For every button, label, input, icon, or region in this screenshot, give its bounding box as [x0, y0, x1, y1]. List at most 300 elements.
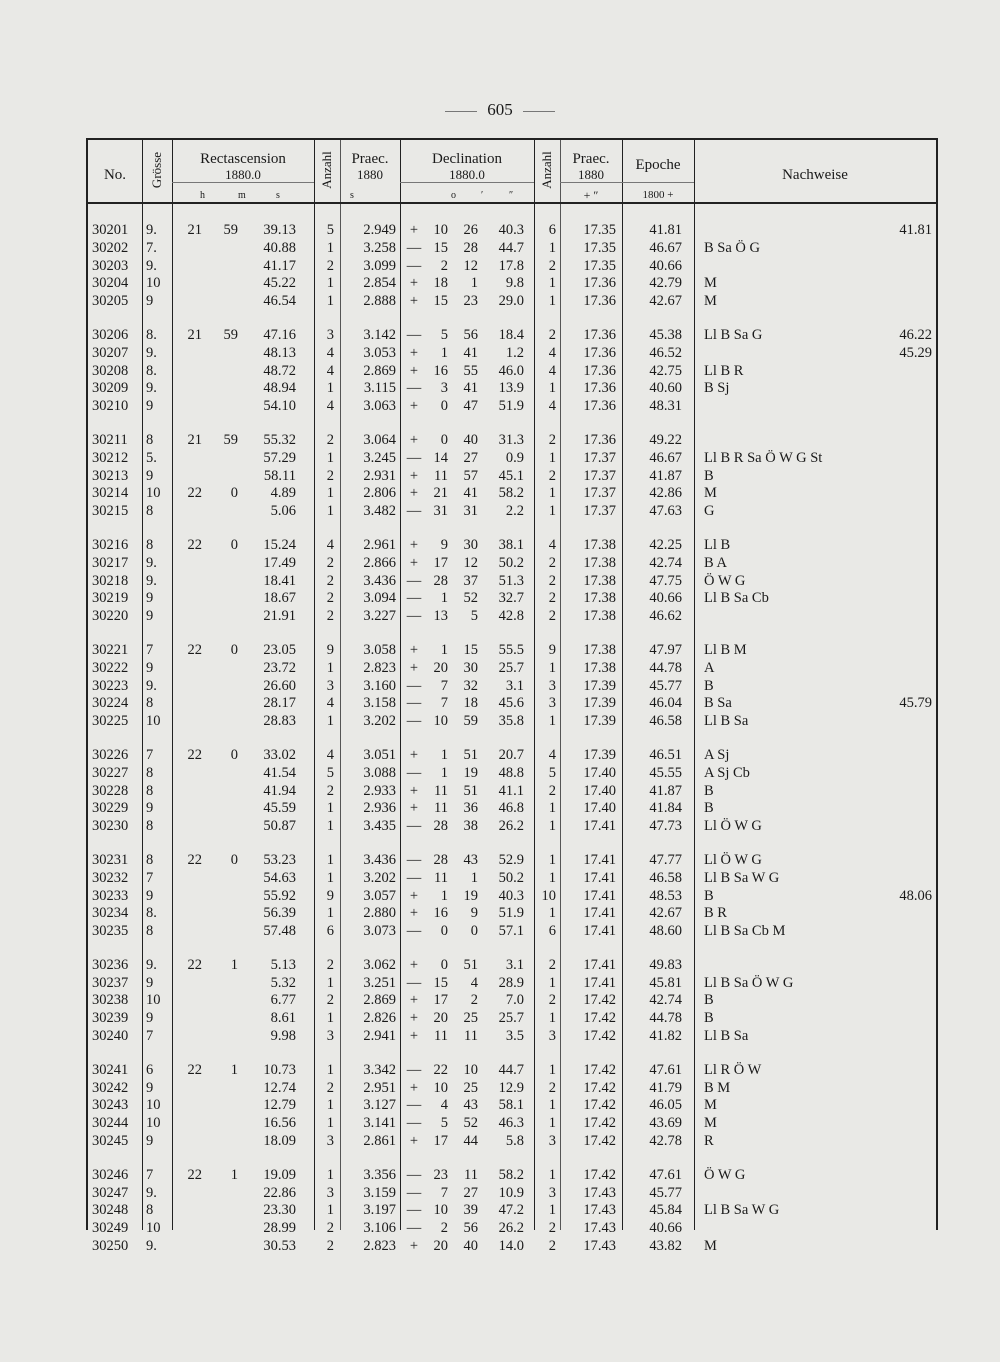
cell-count-2: 2: [548, 992, 556, 1009]
cell-ra-hours: 22: [187, 485, 202, 502]
cell-decl-sign: —: [406, 1220, 422, 1237]
cell-praec-ra: 3.197: [363, 1202, 396, 1219]
cell-praec-ra: 2.941: [363, 1028, 396, 1045]
table-row: [88, 1167, 936, 1185]
cell-ra-seconds: 48.13: [263, 344, 296, 361]
cell-decl-degrees: 22: [433, 1061, 448, 1078]
cell-decl-sign: —: [406, 1166, 422, 1183]
cell-decl-arcmin: 32: [463, 677, 478, 694]
cell-count-1: 1: [326, 293, 334, 310]
cell-epoch: 47.61: [649, 1166, 682, 1183]
cell-number: 30237: [92, 974, 129, 991]
cell-decl-arcmin: 0: [470, 923, 478, 940]
cell-references: M: [704, 1238, 717, 1255]
cell-count-2: 4: [548, 362, 556, 379]
cell-praec-ra: 3.141: [363, 1115, 396, 1132]
cell-praec-ra: 3.064: [363, 431, 396, 448]
cell-ra-seconds: 18.67: [263, 590, 296, 607]
cell-magnitude: 8: [146, 851, 154, 868]
group-gap: [88, 521, 936, 537]
cell-references: Ö W G: [704, 572, 746, 589]
cell-ra-seconds: 15.24: [263, 536, 296, 553]
cell-count-1: 9: [326, 641, 334, 658]
cell-magnitude: 5.: [146, 449, 157, 466]
table-row: [88, 240, 936, 258]
cell-ra-seconds: 41.94: [263, 782, 296, 799]
table-row: [88, 608, 936, 626]
cell-praec-ra: 3.482: [363, 503, 396, 520]
cell-decl-arcsec: 41.1: [498, 782, 524, 799]
cell-decl-degrees: 16: [433, 362, 448, 379]
cell-decl-arcmin: 37: [463, 572, 478, 589]
cell-decl-degrees: 10: [433, 1079, 448, 1096]
cell-ra-seconds: 28.83: [263, 713, 296, 730]
cell-decl-degrees: 17: [433, 1133, 448, 1150]
cell-count-1: 1: [326, 1202, 334, 1219]
cell-magnitude: 9.: [146, 344, 157, 361]
cell-count-2: 1: [548, 1202, 556, 1219]
cell-number: 30206: [92, 326, 129, 343]
cell-ra-seconds: 45.22: [263, 275, 296, 292]
cell-decl-arcmin: 19: [463, 887, 478, 904]
cell-references: Ll Ö W G: [704, 818, 762, 835]
cell-decl-arcsec: 44.7: [498, 239, 524, 256]
cell-number: 30211: [92, 431, 128, 448]
cell-references: M: [704, 293, 717, 310]
cell-decl-arcsec: 40.3: [498, 887, 524, 904]
cell-ra-seconds: 57.29: [263, 449, 296, 466]
cell-epoch: 41.84: [649, 800, 682, 817]
cell-decl-arcmin: 43: [463, 1097, 478, 1114]
cell-decl-sign: +: [409, 746, 419, 763]
cell-ra-seconds: 18.09: [263, 1133, 296, 1150]
cell-number: 30201: [92, 222, 129, 238]
cell-praec-ra: 3.051: [363, 746, 396, 763]
cell-ra-seconds: 8.61: [270, 1010, 296, 1027]
group-gap: [88, 416, 936, 432]
cell-ra-seconds: 23.30: [263, 1202, 296, 1219]
cell-decl-arcsec: 50.2: [498, 869, 524, 886]
cell-praec-ra: 2.806: [363, 485, 396, 502]
cell-praec-decl: 17.42: [583, 1115, 616, 1132]
cell-magnitude: 8: [146, 923, 154, 940]
cell-decl-sign: +: [409, 431, 419, 448]
cell-epoch: 47.77: [649, 851, 682, 868]
cell-decl-degrees: 1: [440, 590, 448, 607]
cell-number: 30244: [92, 1115, 129, 1132]
cell-praec-ra: 2.933: [363, 782, 396, 799]
cell-decl-degrees: 28: [433, 851, 448, 868]
cell-magnitude: 9.: [146, 1184, 157, 1201]
cell-references: Ll B M: [704, 641, 747, 658]
cell-ra-seconds: 5.13: [270, 956, 296, 973]
cell-epoch: 41.87: [649, 782, 682, 799]
cell-references: B Sa: [704, 695, 732, 712]
cell-decl-arcmin: 15: [463, 641, 478, 658]
cell-decl-degrees: 2: [440, 257, 448, 274]
table-row: [88, 1097, 936, 1115]
table-row: [88, 818, 936, 836]
header-nachweise: Nachweise: [782, 167, 848, 183]
cell-ra-seconds: 46.54: [263, 293, 296, 310]
cell-ra-seconds: 5.32: [270, 974, 296, 991]
cell-praec-ra: 2.823: [363, 659, 396, 676]
cell-decl-degrees: 20: [433, 659, 448, 676]
cell-epoch: 46.58: [649, 869, 682, 886]
cell-count-1: 2: [326, 956, 334, 973]
cell-ra-minutes: 1: [230, 1061, 238, 1078]
cell-count-2: 1: [548, 659, 556, 676]
cell-ra-seconds: 47.16: [263, 326, 296, 343]
cell-references: B: [704, 887, 714, 904]
cell-count-1: 5: [326, 764, 334, 781]
cell-ra-minutes: 1: [230, 1166, 238, 1183]
table-row: [88, 800, 936, 818]
cell-decl-arcsec: 12.9: [498, 1079, 524, 1096]
cell-count-2: 2: [548, 1238, 556, 1255]
cell-decl-arcsec: 35.8: [498, 713, 524, 730]
cell-praec-decl: 17.41: [583, 869, 616, 886]
cell-decl-arcmin: 2: [470, 992, 478, 1009]
cell-references: Ll B R: [704, 362, 744, 379]
cell-number: 30239: [92, 1010, 129, 1027]
cell-magnitude: 9.: [146, 257, 157, 274]
cell-decl-arcsec: 26.2: [498, 818, 524, 835]
cell-praec-decl: 17.42: [583, 1079, 616, 1096]
cell-ra-seconds: 33.02: [263, 746, 296, 763]
cell-count-2: 4: [548, 344, 556, 361]
cell-ra-seconds: 5.06: [270, 503, 296, 520]
cell-magnitude: 6: [146, 1061, 154, 1078]
table-row: [88, 1133, 936, 1151]
cell-decl-arcsec: 2.2: [505, 503, 524, 520]
cell-decl-sign: +: [409, 1010, 419, 1027]
cell-count-1: 4: [326, 362, 334, 379]
cell-decl-sign: +: [409, 467, 419, 484]
cell-praec-ra: 3.159: [363, 1184, 396, 1201]
cell-decl-arcmin: 47: [463, 398, 478, 415]
cell-references: M: [704, 485, 717, 502]
cell-magnitude: 9.: [146, 956, 157, 973]
table-row: [88, 275, 936, 293]
cell-epoch: 46.52: [649, 344, 682, 361]
cell-number: 30216: [92, 536, 129, 553]
cell-decl-sign: —: [406, 695, 422, 712]
cell-epoch: 46.58: [649, 713, 682, 730]
cell-magnitude: 10: [146, 992, 161, 1009]
cell-count-2: 2: [548, 257, 556, 274]
group-gap: [88, 1151, 936, 1167]
cell-decl-arcsec: 40.3: [498, 222, 524, 238]
table-row: [88, 363, 936, 381]
cell-epoch: 45.38: [649, 326, 682, 343]
cell-decl-degrees: 2: [440, 1220, 448, 1237]
cell-count-2: 6: [548, 923, 556, 940]
cell-decl-arcsec: 3.5: [505, 1028, 524, 1045]
cell-praec-decl: 17.42: [583, 1133, 616, 1150]
table-row: [88, 293, 936, 311]
cell-count-2: 6: [548, 222, 556, 238]
cell-decl-arcmin: 51: [463, 782, 478, 799]
cell-decl-sign: —: [406, 974, 422, 991]
cell-decl-arcmin: 4: [470, 974, 478, 991]
cell-decl-arcsec: 29.0: [498, 293, 524, 310]
cell-decl-sign: —: [406, 869, 422, 886]
cell-magnitude: 9: [146, 467, 154, 484]
cell-praec-decl: 17.38: [583, 608, 616, 625]
table-row: [88, 398, 936, 416]
cell-decl-degrees: 11: [434, 800, 448, 817]
table-row: [88, 852, 936, 870]
cell-ra-hours: 22: [187, 956, 202, 973]
cell-decl-arcsec: 3.1: [505, 956, 524, 973]
table-row: [88, 1202, 936, 1220]
cell-epoch: 46.05: [649, 1097, 682, 1114]
cell-number: 30234: [92, 905, 129, 922]
cell-decl-sign: +: [409, 1133, 419, 1150]
cell-praec-ra: 2.951: [363, 1079, 396, 1096]
cell-magnitude: 8.: [146, 905, 157, 922]
table-row: [88, 345, 936, 363]
cell-number: 30249: [92, 1220, 129, 1237]
cell-number: 30240: [92, 1028, 129, 1045]
cell-decl-arcmin: 5: [470, 608, 478, 625]
cell-decl-arcsec: 5.8: [505, 1133, 524, 1150]
cell-praec-decl: 17.41: [583, 851, 616, 868]
cell-decl-arcsec: 58.1: [498, 1097, 524, 1114]
cell-decl-degrees: 21: [433, 485, 448, 502]
cell-decl-sign: +: [409, 992, 419, 1009]
cell-decl-sign: —: [406, 1097, 422, 1114]
cell-ra-minutes: 59: [223, 326, 238, 343]
cell-ra-seconds: 39.13: [263, 222, 296, 238]
cell-praec-ra: 2.936: [363, 800, 396, 817]
header-subrule: [560, 182, 694, 183]
cell-count-1: 1: [326, 485, 334, 502]
cell-praec-decl: 17.43: [583, 1238, 616, 1255]
cell-ra-minutes: 0: [230, 851, 238, 868]
cell-references: Ll B Sa Cb: [704, 590, 769, 607]
cell-praec-decl: 17.41: [583, 905, 616, 922]
cell-references: G: [704, 503, 715, 520]
cell-magnitude: 9: [146, 608, 154, 625]
cell-decl-arcmin: 44: [463, 1133, 478, 1150]
cell-decl-arcmin: 39: [463, 1202, 478, 1219]
cell-count-1: 3: [326, 1028, 334, 1045]
cell-references: B: [704, 992, 714, 1009]
cell-decl-arcmin: 18: [463, 695, 478, 712]
table-row: [88, 783, 936, 801]
table-row: [88, 503, 936, 521]
cell-decl-arcsec: 9.8: [505, 275, 524, 292]
cell-count-1: 2: [326, 590, 334, 607]
cell-count-2: 1: [548, 818, 556, 835]
cell-decl-arcmin: 31: [463, 503, 478, 520]
cell-decl-degrees: 1: [440, 641, 448, 658]
cell-count-2: 1: [548, 239, 556, 256]
header-epoche: Epoche: [635, 157, 681, 173]
cell-number: 30210: [92, 398, 129, 415]
cell-ra-minutes: 59: [223, 222, 238, 238]
cell-praec-ra: 2.961: [363, 536, 396, 553]
cell-decl-sign: —: [406, 818, 422, 835]
cell-decl-arcsec: 45.6: [498, 695, 524, 712]
cell-number: 30236: [92, 956, 129, 973]
cell-references: A Sj Cb: [704, 764, 750, 781]
cell-magnitude: 8: [146, 818, 154, 835]
cell-praec-decl: 17.38: [583, 536, 616, 553]
cell-decl-arcsec: 17.8: [498, 257, 524, 274]
cell-decl-arcsec: 25.7: [498, 1010, 524, 1027]
cell-praec-decl: 17.43: [583, 1220, 616, 1237]
cell-epoch: 46.62: [649, 608, 682, 625]
cell-magnitude: 9: [146, 1133, 154, 1150]
cell-magnitude: 9: [146, 800, 154, 817]
cell-praec-decl: 17.36: [583, 380, 616, 397]
cell-decl-degrees: 0: [440, 923, 448, 940]
cell-decl-sign: +: [409, 485, 419, 502]
cell-number: 30220: [92, 608, 129, 625]
cell-number: 30242: [92, 1079, 129, 1096]
cell-praec-decl: 17.36: [583, 326, 616, 343]
cell-decl-degrees: 17: [433, 992, 448, 1009]
cell-ra-seconds: 56.39: [263, 905, 296, 922]
cell-number: 30221: [92, 641, 129, 658]
cell-decl-arcmin: 41: [463, 485, 478, 502]
cell-magnitude: 9: [146, 1079, 154, 1096]
cell-praec-ra: 3.063: [363, 398, 396, 415]
cell-ra-minutes: 0: [230, 746, 238, 763]
cell-epoch: 42.74: [649, 554, 682, 571]
header-rect-epoch: 1880.0: [225, 167, 261, 182]
cell-epoch: 48.60: [649, 923, 682, 940]
cell-references: Ll Ö W G: [704, 851, 762, 868]
cell-decl-sign: +: [409, 1028, 419, 1045]
cell-decl-sign: +: [409, 1238, 419, 1255]
cell-decl-degrees: 10: [433, 1202, 448, 1219]
cell-decl-degrees: 18: [433, 275, 448, 292]
header-groesse: Grösse: [149, 151, 164, 189]
cell-praec-ra: 3.094: [363, 590, 396, 607]
cell-praec-ra: 3.099: [363, 257, 396, 274]
cell-count-1: 2: [326, 782, 334, 799]
cell-magnitude: 7: [146, 641, 154, 658]
table-row: [88, 432, 936, 450]
cell-decl-arcsec: 46.0: [498, 362, 524, 379]
cell-ra-seconds: 55.92: [263, 887, 296, 904]
cell-count-2: 4: [548, 746, 556, 763]
cell-ra-seconds: 58.11: [263, 467, 296, 484]
table-row: [88, 678, 936, 696]
cell-count-2: 1: [548, 1010, 556, 1027]
cell-decl-degrees: 20: [433, 1238, 448, 1255]
cell-decl-arcmin: 38: [463, 818, 478, 835]
cell-decl-arcsec: 50.2: [498, 554, 524, 571]
cell-epoch: 49.83: [649, 956, 682, 973]
cell-number: 30248: [92, 1202, 129, 1219]
cell-praec-decl: 17.38: [583, 641, 616, 658]
cell-decl-degrees: 10: [433, 713, 448, 730]
cell-magnitude: 8: [146, 431, 154, 448]
cell-decl-arcmin: 41: [463, 344, 478, 361]
page-number-dash-right: [523, 111, 555, 112]
cell-ra-hours: 22: [187, 1061, 202, 1078]
group-gap: [88, 311, 936, 327]
header-praec-2-year: 1880: [578, 167, 604, 182]
cell-count-1: 2: [326, 608, 334, 625]
cell-count-2: 2: [548, 956, 556, 973]
cell-references: B A: [704, 554, 727, 571]
cell-magnitude: 7: [146, 746, 154, 763]
table-row: [88, 1185, 936, 1203]
cell-magnitude: 7: [146, 869, 154, 886]
cell-references: Ll B Sa Cb M: [704, 923, 786, 940]
cell-decl-degrees: 1: [440, 344, 448, 361]
cell-decl-degrees: 4: [440, 1097, 448, 1114]
cell-count-1: 1: [326, 449, 334, 466]
cell-count-1: 1: [326, 1010, 334, 1027]
cell-ra-hours: 21: [187, 326, 202, 343]
cell-decl-arcmin: 36: [463, 800, 478, 817]
cell-magnitude: 7.: [146, 239, 157, 256]
cell-number: 30222: [92, 659, 129, 676]
cell-count-2: 3: [548, 1133, 556, 1150]
cell-magnitude: 10: [146, 1220, 161, 1237]
cell-epoch: 41.81: [649, 222, 682, 238]
cell-margin-note: 46.22: [899, 326, 932, 343]
cell-count-1: 2: [326, 1238, 334, 1255]
cell-decl-arcmin: 1: [470, 869, 478, 886]
cell-count-1: 2: [326, 992, 334, 1009]
cell-number: 30247: [92, 1184, 129, 1201]
cell-decl-arcmin: 40: [463, 431, 478, 448]
group-gap: [88, 836, 936, 852]
cell-praec-decl: 17.41: [583, 818, 616, 835]
cell-count-1: 1: [326, 1061, 334, 1078]
cell-epoch: 42.74: [649, 992, 682, 1009]
cell-magnitude: 8: [146, 536, 154, 553]
cell-praec-decl: 17.42: [583, 1097, 616, 1114]
table-row: [88, 992, 936, 1010]
cell-ra-seconds: 28.99: [263, 1220, 296, 1237]
cell-epoch: 40.60: [649, 380, 682, 397]
cell-references: Ll B Sa W G: [704, 869, 780, 886]
cell-count-1: 2: [326, 257, 334, 274]
cell-count-2: 4: [548, 398, 556, 415]
cell-decl-arcsec: 38.1: [498, 536, 524, 553]
cell-praec-decl: 17.36: [583, 431, 616, 448]
cell-ra-seconds: 12.74: [263, 1079, 296, 1096]
table-row: [88, 222, 936, 240]
cell-decl-arcsec: 26.2: [498, 1220, 524, 1237]
cell-ra-hours: 21: [187, 222, 202, 238]
header-rectascension: Rectascension: [200, 151, 286, 167]
cell-epoch: 42.78: [649, 1133, 682, 1150]
cell-decl-degrees: 1: [440, 746, 448, 763]
cell-decl-arcmin: 43: [463, 851, 478, 868]
cell-magnitude: 9.: [146, 572, 157, 589]
cell-praec-decl: 17.40: [583, 782, 616, 799]
cell-number: 30219: [92, 590, 129, 607]
header-arcsec: ″: [509, 190, 514, 201]
cell-decl-arcmin: 10: [463, 1061, 478, 1078]
cell-praec-decl: 17.42: [583, 1061, 616, 1078]
cell-praec-ra: 2.854: [363, 275, 396, 292]
cell-epoch: 46.51: [649, 746, 682, 763]
table-row: [88, 905, 936, 923]
cell-decl-sign: +: [409, 293, 419, 310]
cell-references: M: [704, 1097, 717, 1114]
